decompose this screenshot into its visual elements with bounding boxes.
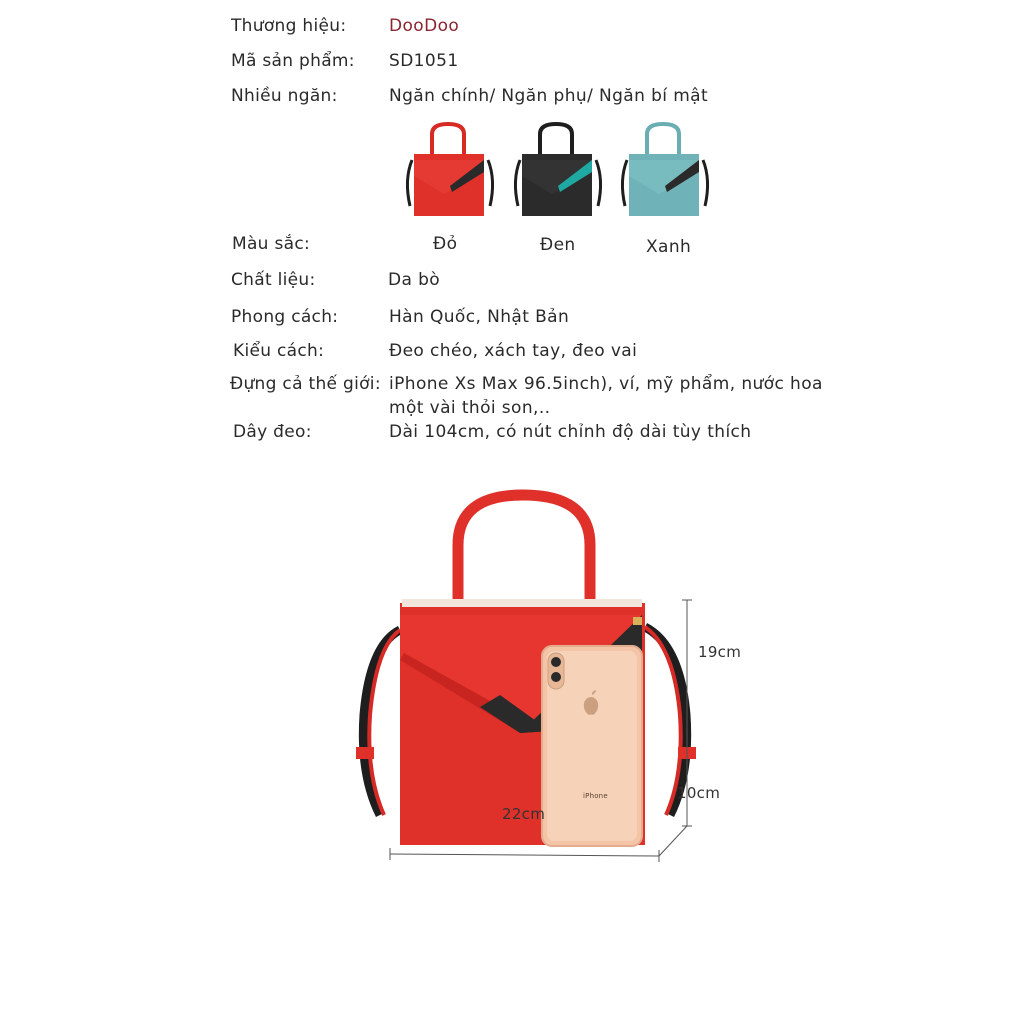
spec-label-material: Chất liệu:	[231, 270, 316, 290]
spec-row-capacity	[0, 374, 1024, 422]
color-name-teal: Xanh	[646, 237, 692, 257]
spec-label-colors: Màu sắc:	[232, 234, 311, 254]
spec-row-sku	[0, 51, 1024, 81]
spec-row-style	[0, 307, 1024, 337]
spec-value-compartments: Ngăn chính/ Ngăn phụ/ Ngăn bí mật	[389, 86, 709, 106]
spec-label-compartments: Nhiều ngăn:	[231, 86, 338, 106]
dimension-width-label: 22cm	[502, 805, 546, 823]
spec-value-capacity-line2: một vài thỏi son,..	[389, 398, 551, 418]
spec-value-material: Da bò	[388, 270, 441, 290]
dimension-lines	[380, 590, 700, 870]
dimension-depth-label: 10cm	[677, 784, 721, 802]
spec-label-carry: Kiểu cách:	[233, 341, 325, 361]
iphone-label: iPhone	[583, 792, 608, 800]
spec-row-compartments	[0, 86, 1024, 116]
bag-swatch-black	[508, 120, 608, 222]
spec-value-sku: SD1051	[389, 51, 459, 71]
spec-row-strap	[0, 422, 1024, 452]
spec-label-capacity: Đựng cả thế giới:	[230, 374, 381, 394]
spec-value-strap: Dài 104cm, có nút chỉnh độ dài tùy thích	[389, 422, 752, 442]
spec-value-style: Hàn Quốc, Nhật Bản	[389, 307, 570, 327]
spec-row-material	[0, 270, 1024, 300]
spec-value-brand: DooDoo	[389, 16, 460, 36]
color-name-black: Đen	[540, 235, 576, 255]
spec-row-brand	[0, 16, 1024, 46]
spec-label-sku: Mã sản phẩm:	[231, 51, 355, 71]
spec-row-colors	[0, 234, 1024, 264]
bag-swatch-teal	[615, 120, 715, 222]
spec-value-capacity-line1: iPhone Xs Max 96.5inch), ví, mỹ phẩm, nước hoa	[389, 374, 823, 394]
spec-label-strap: Dây đeo:	[233, 422, 312, 442]
spec-label-brand: Thương hiệu:	[231, 16, 347, 36]
spec-label-style: Phong cách:	[231, 307, 339, 327]
bag-swatch-red	[400, 120, 500, 222]
spec-value-carry: Đeo chéo, xách tay, đeo vai	[389, 341, 638, 361]
color-name-red: Đỏ	[433, 234, 458, 254]
spec-row-carry	[0, 341, 1024, 371]
dimension-height-label: 19cm	[698, 643, 742, 661]
